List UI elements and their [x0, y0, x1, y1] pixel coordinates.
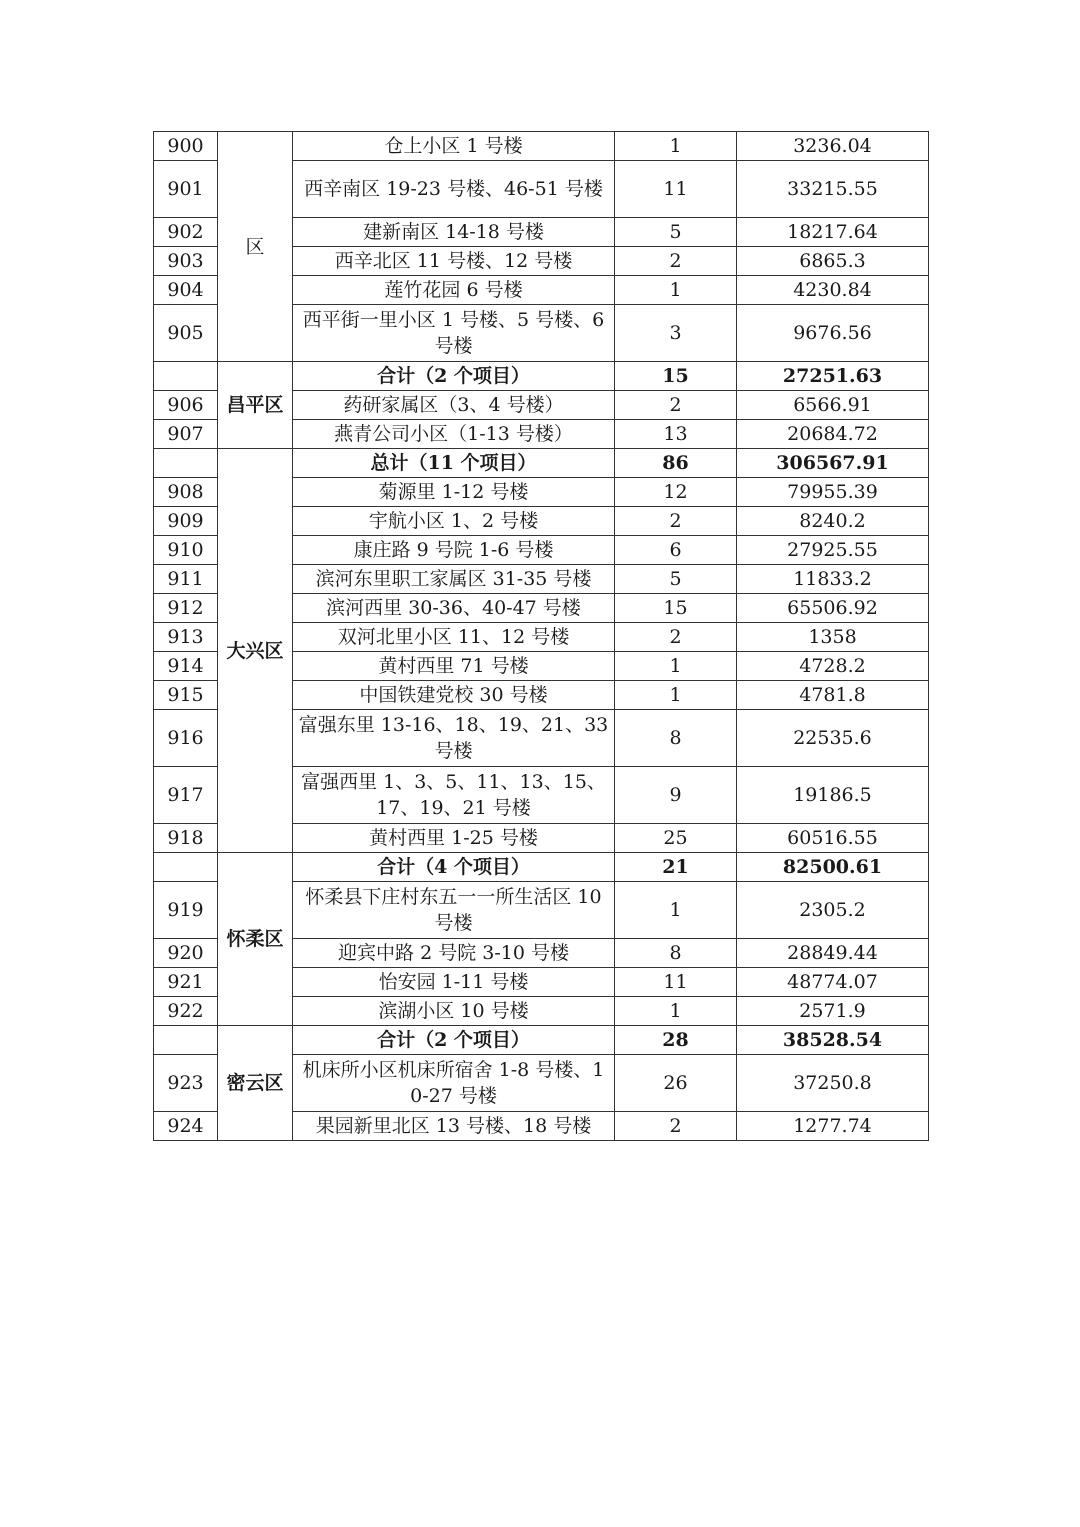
row-number: [154, 853, 218, 882]
project-name: 仓上小区 1 号楼: [293, 132, 615, 161]
floor-area: 22535.6: [737, 710, 929, 767]
floor-area: 8240.2: [737, 507, 929, 536]
row-number: 913: [154, 623, 218, 652]
project-name: 中国铁建党校 30 号楼: [293, 681, 615, 710]
district-cell: 大兴区: [218, 449, 293, 853]
row-number: 916: [154, 710, 218, 767]
building-count: 5: [615, 565, 737, 594]
project-name: 建新南区 14-18 号楼: [293, 218, 615, 247]
floor-area: 6865.3: [737, 247, 929, 276]
subtotal-label: 合计（2 个项目）: [293, 1026, 615, 1055]
building-count: 9: [615, 767, 737, 824]
subtotal-area: 82500.61: [737, 853, 929, 882]
district-cell: 区: [218, 132, 293, 362]
building-count: 1: [615, 276, 737, 305]
building-count: 1: [615, 132, 737, 161]
row-number: [154, 1026, 218, 1055]
row-number: 911: [154, 565, 218, 594]
building-count: 1: [615, 997, 737, 1026]
row-number: 922: [154, 997, 218, 1026]
building-count: 11: [615, 161, 737, 218]
subtotal-row: [154, 449, 929, 478]
building-count: 15: [615, 594, 737, 623]
floor-area: 3236.04: [737, 132, 929, 161]
project-name: 康庄路 9 号院 1-6 号楼: [293, 536, 615, 565]
row-number: 918: [154, 824, 218, 853]
building-count: 1: [615, 652, 737, 681]
row-number: 912: [154, 594, 218, 623]
row-number: 923: [154, 1055, 218, 1112]
row-number: [154, 449, 218, 478]
floor-area: 2305.2: [737, 882, 929, 939]
building-count: 11: [615, 968, 737, 997]
building-count: 1: [615, 882, 737, 939]
housing-project-table: [153, 131, 929, 1141]
subtotal-area: 38528.54: [737, 1026, 929, 1055]
subtotal-label: 合计（4 个项目）: [293, 853, 615, 882]
project-name: 双河北里小区 11、12 号楼: [293, 623, 615, 652]
project-name: 滨湖小区 10 号楼: [293, 997, 615, 1026]
project-name: 富强东里 13-16、18、19、21、33 号楼: [293, 710, 615, 767]
row-number: 903: [154, 247, 218, 276]
row-number: 910: [154, 536, 218, 565]
row-number: 914: [154, 652, 218, 681]
building-count: 8: [615, 939, 737, 968]
subtotal-area: 306567.91: [737, 449, 929, 478]
subtotal-count: 21: [615, 853, 737, 882]
project-name: 机床所小区机床所宿舍 1-8 号楼、10-27 号楼: [293, 1055, 615, 1112]
building-count: 2: [615, 247, 737, 276]
project-name: 燕青公司小区（1-13 号楼）: [293, 420, 615, 449]
building-count: 26: [615, 1055, 737, 1112]
project-name: 菊源里 1-12 号楼: [293, 478, 615, 507]
project-name: 西辛南区 19-23 号楼、46-51 号楼: [293, 161, 615, 218]
table-row: [154, 132, 929, 161]
row-number: [154, 362, 218, 391]
building-count: 25: [615, 824, 737, 853]
floor-area: 1358: [737, 623, 929, 652]
project-name: 迎宾中路 2 号院 3-10 号楼: [293, 939, 615, 968]
building-count: 5: [615, 218, 737, 247]
row-number: 919: [154, 882, 218, 939]
row-number: 907: [154, 420, 218, 449]
row-number: 901: [154, 161, 218, 218]
floor-area: 4781.8: [737, 681, 929, 710]
building-count: 12: [615, 478, 737, 507]
subtotal-count: 86: [615, 449, 737, 478]
floor-area: 37250.8: [737, 1055, 929, 1112]
floor-area: 65506.92: [737, 594, 929, 623]
building-count: 2: [615, 623, 737, 652]
subtotal-label: 合计（2 个项目）: [293, 362, 615, 391]
project-name: 西辛北区 11 号楼、12 号楼: [293, 247, 615, 276]
project-name: 黄村西里 71 号楼: [293, 652, 615, 681]
row-number: 902: [154, 218, 218, 247]
building-count: 2: [615, 391, 737, 420]
district-cell: 怀柔区: [218, 853, 293, 1026]
row-number: 904: [154, 276, 218, 305]
subtotal-count: 28: [615, 1026, 737, 1055]
project-name: 西平街一里小区 1 号楼、5 号楼、6 号楼: [293, 305, 615, 362]
floor-area: 4728.2: [737, 652, 929, 681]
row-number: 908: [154, 478, 218, 507]
subtotal-row: [154, 1026, 929, 1055]
building-count: 2: [615, 1112, 737, 1141]
row-number: 906: [154, 391, 218, 420]
floor-area: 19186.5: [737, 767, 929, 824]
floor-area: 48774.07: [737, 968, 929, 997]
floor-area: 20684.72: [737, 420, 929, 449]
floor-area: 11833.2: [737, 565, 929, 594]
subtotal-row: [154, 362, 929, 391]
project-name: 滨河西里 30-36、40-47 号楼: [293, 594, 615, 623]
building-count: 2: [615, 507, 737, 536]
building-count: 1: [615, 681, 737, 710]
floor-area: 60516.55: [737, 824, 929, 853]
subtotal-row: [154, 853, 929, 882]
row-number: 915: [154, 681, 218, 710]
floor-area: 2571.9: [737, 997, 929, 1026]
project-name: 富强西里 1、3、5、11、13、15、17、19、21 号楼: [293, 767, 615, 824]
project-name: 莲竹花园 6 号楼: [293, 276, 615, 305]
project-name: 滨河东里职工家属区 31-35 号楼: [293, 565, 615, 594]
project-name: 怀柔县下庄村东五一一所生活区 10 号楼: [293, 882, 615, 939]
row-number: 917: [154, 767, 218, 824]
subtotal-area: 27251.63: [737, 362, 929, 391]
floor-area: 4230.84: [737, 276, 929, 305]
row-number: 921: [154, 968, 218, 997]
subtotal-count: 15: [615, 362, 737, 391]
project-name: 怡安园 1-11 号楼: [293, 968, 615, 997]
row-number: 905: [154, 305, 218, 362]
building-count: 8: [615, 710, 737, 767]
building-count: 3: [615, 305, 737, 362]
floor-area: 27925.55: [737, 536, 929, 565]
project-name: 药研家属区（3、4 号楼）: [293, 391, 615, 420]
subtotal-label: 总计（11 个项目）: [293, 449, 615, 478]
building-count: 6: [615, 536, 737, 565]
row-number: 900: [154, 132, 218, 161]
project-name: 黄村西里 1-25 号楼: [293, 824, 615, 853]
row-number: 909: [154, 507, 218, 536]
district-cell: 密云区: [218, 1026, 293, 1141]
project-name: 宇航小区 1、2 号楼: [293, 507, 615, 536]
row-number: 924: [154, 1112, 218, 1141]
project-name: 果园新里北区 13 号楼、18 号楼: [293, 1112, 615, 1141]
district-cell: 昌平区: [218, 362, 293, 449]
building-count: 13: [615, 420, 737, 449]
row-number: 920: [154, 939, 218, 968]
floor-area: 33215.55: [737, 161, 929, 218]
floor-area: 1277.74: [737, 1112, 929, 1141]
floor-area: 6566.91: [737, 391, 929, 420]
floor-area: 9676.56: [737, 305, 929, 362]
floor-area: 28849.44: [737, 939, 929, 968]
floor-area: 79955.39: [737, 478, 929, 507]
floor-area: 18217.64: [737, 218, 929, 247]
